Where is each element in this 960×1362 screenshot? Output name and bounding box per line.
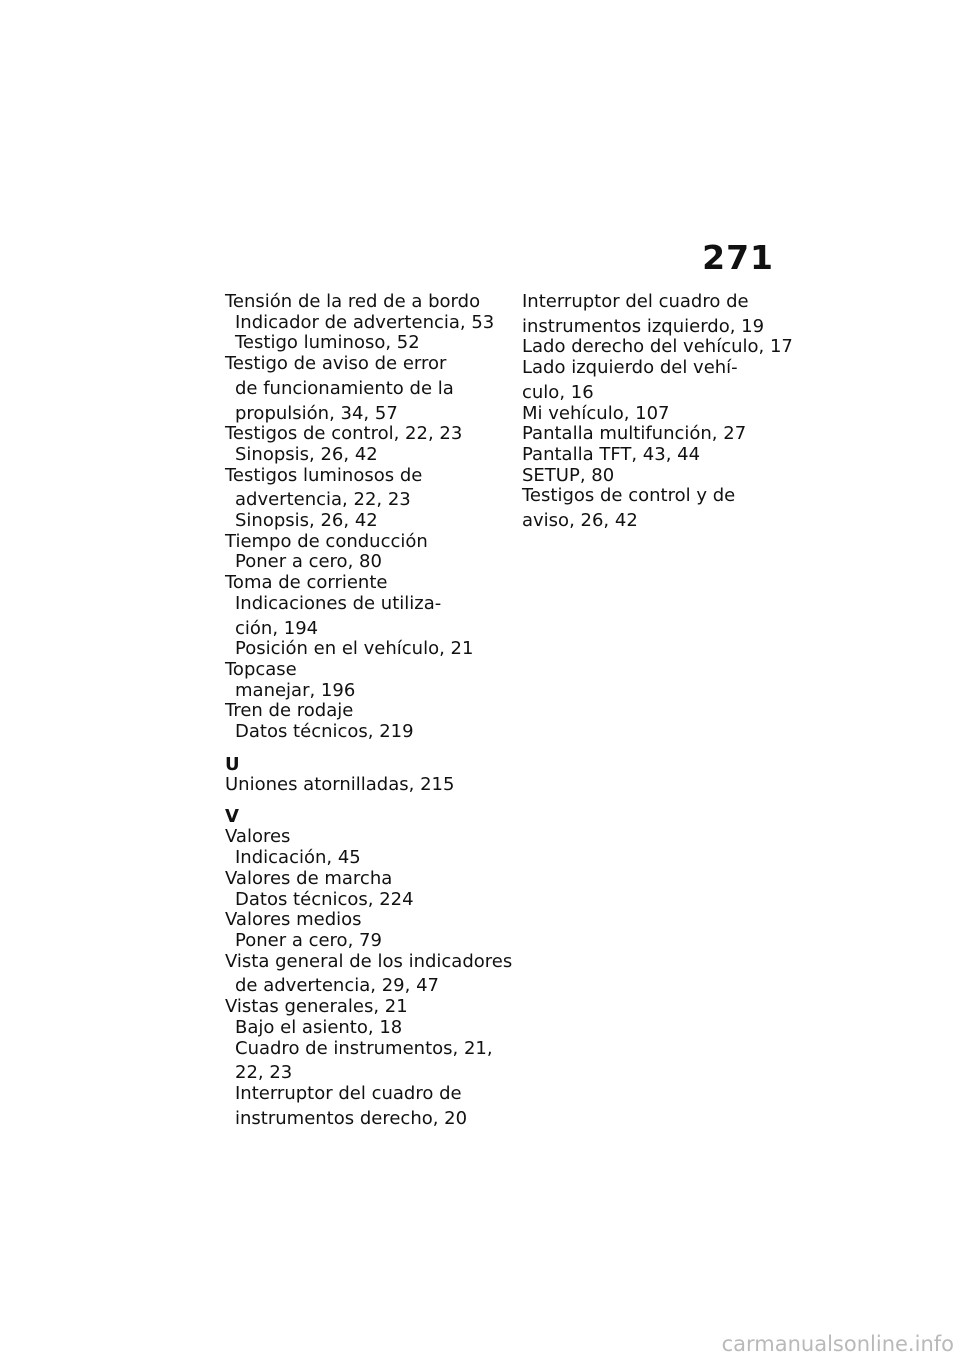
index-entry: Tren de rodaje — [225, 700, 354, 722]
index-entry: manejar, 196 — [235, 679, 356, 701]
index-entry: Posición en el vehículo, 21 — [235, 638, 474, 660]
index-entry: Lado derecho del vehículo, 17 — [522, 336, 793, 358]
index-entry: Datos técnicos, 219 — [235, 721, 414, 743]
watermark-footer: carmanualsonline.info — [721, 1332, 954, 1356]
index-entry: culo, 16 — [522, 381, 594, 403]
index-entry: Toma de corriente — [225, 572, 388, 594]
index-entry: Testigos de control, 22, 23 — [225, 423, 463, 445]
index-entry: Cuadro de instrumentos, 21, — [235, 1037, 493, 1059]
index-entry: Valores medios — [225, 909, 362, 931]
index-entry: Indicación, 45 — [235, 847, 361, 869]
index-entry: Sinopsis, 26, 42 — [235, 510, 378, 532]
index-entry: de advertencia, 29, 47 — [235, 975, 439, 997]
index-entry: instrumentos derecho, 20 — [235, 1107, 468, 1129]
index-entry: Bajo el asiento, 18 — [235, 1016, 403, 1038]
index-letter-heading: V — [225, 806, 239, 828]
index-entry: Tensión de la red de a bordo — [225, 291, 481, 312]
index-entry: Valores de marcha — [225, 867, 393, 889]
index-entry: instrumentos izquierdo, 19 — [522, 315, 765, 337]
index-entry: Lado izquierdo del vehí- — [522, 357, 738, 379]
index-entry: ción, 194 — [235, 617, 319, 639]
index-entry: Pantalla multifunción, 27 — [522, 423, 747, 445]
index-entry: Indicaciones de utiliza- — [235, 592, 442, 614]
index-entry: propulsión, 34, 57 — [235, 402, 398, 424]
index-entry: Tiempo de conducción — [225, 530, 428, 552]
index-entry: Poner a cero, 79 — [235, 929, 382, 951]
index-entry: Uniones atornilladas, 215 — [225, 773, 455, 795]
index-entry: de funcionamiento de la — [235, 377, 454, 399]
index-entry: Testigos luminosos de — [225, 464, 423, 486]
index-entry: Valores — [225, 826, 291, 848]
index-entry: Testigo luminoso, 52 — [235, 332, 420, 354]
index-entry: Pantalla TFT, 43, 44 — [522, 443, 701, 465]
index-entry: SETUP, 80 — [522, 464, 615, 486]
index-entry: Interruptor del cuadro de — [522, 291, 749, 312]
index-entry: Vistas generales, 21 — [225, 996, 408, 1018]
index-entry: aviso, 26, 42 — [522, 510, 638, 532]
index-entry: Testigo de aviso de error — [225, 353, 447, 375]
index-entry: Indicador de advertencia, 53 — [235, 311, 495, 333]
index-entry: Interruptor del cuadro de — [235, 1082, 462, 1104]
index-entry: Datos técnicos, 224 — [235, 888, 414, 910]
index-column-right — [522, 292, 792, 532]
index-entry: Topcase — [225, 658, 297, 680]
index-column-left — [225, 291, 513, 1129]
index-entry: Sinopsis, 26, 42 — [235, 443, 378, 465]
index-entry: Poner a cero, 80 — [235, 551, 382, 573]
page-number: 271 — [702, 238, 774, 277]
index-letter-heading: U — [225, 753, 240, 775]
index-entry: advertencia, 22, 23 — [235, 489, 411, 511]
index-entry: Mi vehículo, 107 — [522, 402, 670, 424]
index-entry: Testigos de control y de — [522, 485, 736, 507]
index-entry: 22, 23 — [235, 1062, 293, 1084]
index-entry: Vista general de los indicadores — [225, 950, 513, 972]
